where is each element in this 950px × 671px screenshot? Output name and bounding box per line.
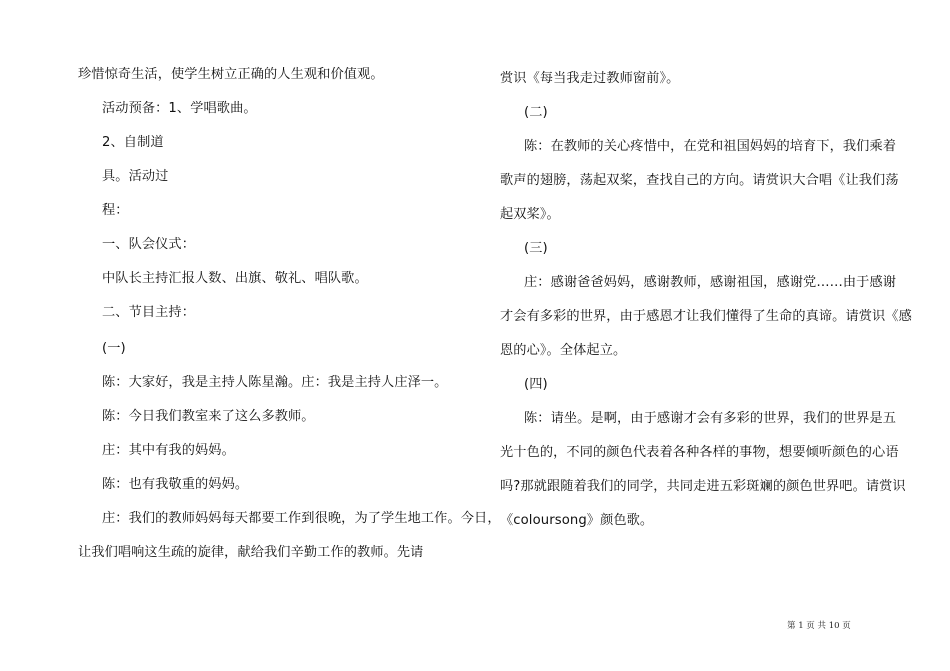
paragraph-line: 活动预备：1、学唱歌曲。 (102, 101, 257, 116)
dialogue-line: 《coloursong》颜色歌。 (500, 513, 654, 528)
dialogue-line: 庄：我们的教师妈妈每天都要工作到很晚，为了学生地工作。今日， (102, 511, 501, 526)
paragraph-line: 具。活动过 (102, 169, 169, 184)
page-number: 第 1 页 共 10 页 (787, 621, 851, 631)
dialogue-line: 恩的心》。全体起立。 (500, 343, 627, 358)
dialogue-line: 歌声的翅膀，荡起双桨，查找自己的方向。请赏识大合唱《让我们荡 (500, 173, 899, 188)
section-heading: 二、节目主持： (102, 305, 196, 320)
dialogue-line: 让我们唱响这生疏的旋律，献给我们辛勤工作的教师。先请 (78, 545, 424, 560)
paragraph-line: 中队长主持汇报人数、出旗、敬礼、唱队歌。 (102, 271, 368, 286)
dialogue-line: 陈：在教师的关心疼惜中，在党和祖国妈妈的培育下，我们乘着 (524, 139, 897, 154)
dialogue-line: 吗?那就跟随着我们的同学，共同走进五彩斑斓的颜色世界吧。请赏识 (500, 479, 906, 494)
dialogue-line: 陈：大家好，我是主持人陈星瀚。庄：我是主持人庄泽一。 (102, 375, 448, 390)
dialogue-line: 陈：也有我敬重的妈妈。 (102, 477, 249, 492)
subsection-marker: (二) (524, 105, 548, 120)
dialogue-line: 庄：感谢爸爸妈妈，感谢教师，感谢祖国，感谢党……由于感谢 (524, 275, 897, 290)
dialogue-line: 陈：请坐。是啊，由于感谢才会有多彩的世界，我们的世界是五 (524, 411, 897, 426)
dialogue-line: 起双桨》。 (500, 207, 560, 222)
subsection-marker: (一) (102, 341, 126, 356)
dialogue-line: 才会有多彩的世界，由于感恩才让我们懂得了生命的真谛。请赏识《感 (500, 309, 912, 324)
section-heading: 一、队会仪式： (102, 237, 196, 252)
dialogue-line: 陈：今日我们教室来了这么多教师。 (102, 409, 315, 424)
paragraph-line: 珍惜惊奇生活，使学生树立正确的人生观和价值观。 (78, 67, 384, 82)
paragraph-line: 赏识《每当我走过教师窗前》。 (500, 71, 680, 86)
dialogue-line: 光十色的，不同的颜色代表着各种各样的事物，想要倾听颜色的心语 (500, 445, 899, 460)
subsection-marker: (三) (524, 241, 548, 256)
dialogue-line: 庄：其中有我的妈妈。 (102, 443, 235, 458)
paragraph-line: 程： (102, 203, 129, 218)
subsection-marker: (四) (524, 377, 548, 392)
paragraph-line: 2、自制道 (102, 135, 164, 150)
